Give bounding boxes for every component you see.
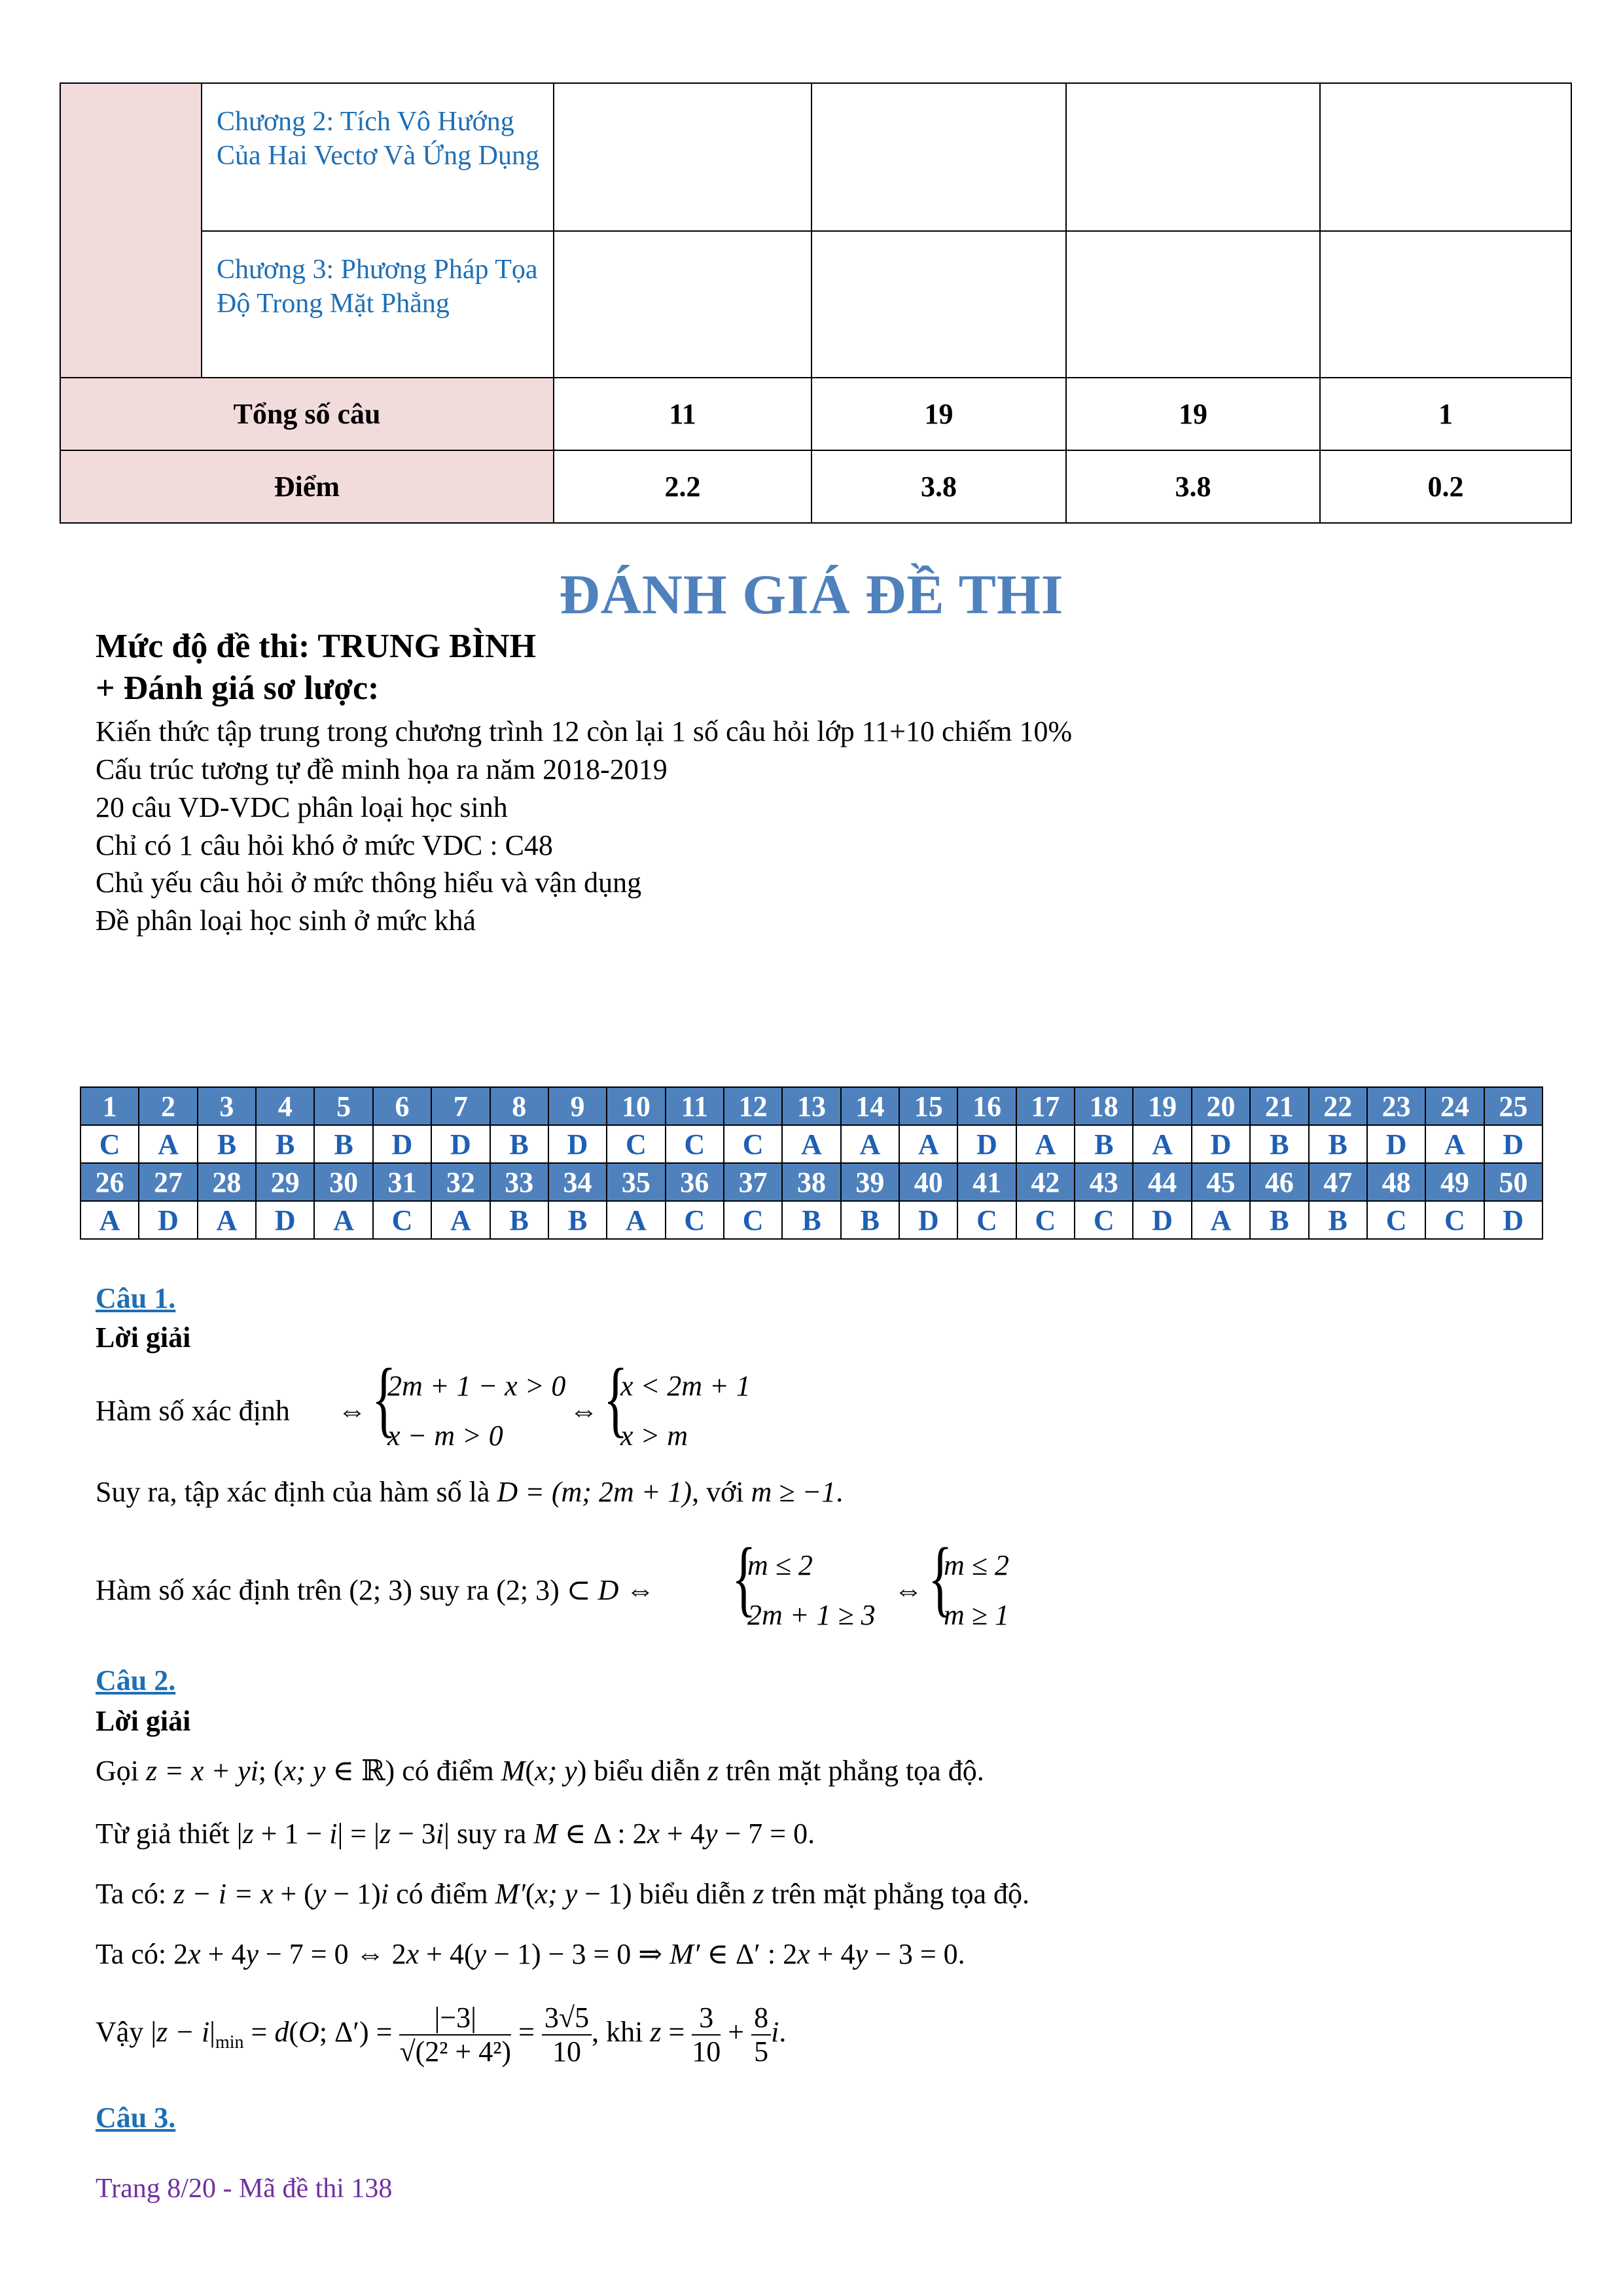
question-number-cell: 38 <box>782 1163 840 1201</box>
answer-letter-cell: B <box>198 1125 256 1163</box>
total-questions-label: Tổng số câu <box>60 378 554 450</box>
score-value: 3.8 <box>812 450 1066 523</box>
q2-text: Từ giả thiết <box>96 1818 230 1850</box>
answer-letter-cell: B <box>1309 1201 1367 1239</box>
question-number-cell: 23 <box>1367 1087 1425 1125</box>
answer-letter-cell: B <box>490 1125 548 1163</box>
q2-line-4: Ta có: 2x + 4y − 7 = 0 ⇔ 2x + 4(y − 1) − 3 = 0 ⇒ M′ ∈ Δ′ : 2x + 4y − 3 = 0. <box>96 1938 965 1970</box>
question-number-cell: 26 <box>80 1163 139 1201</box>
answer-letter-cell: C <box>1016 1201 1075 1239</box>
question-number-cell: 47 <box>1309 1163 1367 1201</box>
answer-key-table <box>80 1086 1543 1240</box>
answer-letter-cell: A <box>431 1201 490 1239</box>
q1-ineq: m ≤ 2 <box>747 1549 813 1581</box>
answer-letter-cell: C <box>1425 1201 1484 1239</box>
matrix-cell <box>1320 83 1571 231</box>
question-number-cell: 18 <box>1075 1087 1133 1125</box>
answer-letter-cell: A <box>607 1201 665 1239</box>
answer-letter-cell: A <box>1133 1125 1191 1163</box>
q2-line-3: Ta có: z − i = x + (y − 1)i có điểm M′(x; y − 1) biểu diễn z trên mặt phẳng tọa độ. <box>96 1878 1030 1910</box>
difficulty-level: Mức độ đề thi: TRUNG BÌNH <box>96 628 537 665</box>
answer-letter-cell: B <box>1075 1125 1133 1163</box>
answer-letter-cell: A <box>198 1201 256 1239</box>
question-number-cell: 8 <box>490 1087 548 1125</box>
answer-letter-cell: C <box>607 1125 665 1163</box>
question-number-cell: 44 <box>1133 1163 1191 1201</box>
question-number-cell: 33 <box>490 1163 548 1201</box>
question-number-cell: 43 <box>1075 1163 1133 1201</box>
q2-text: Gọi <box>96 1755 139 1787</box>
question-number-cell: 42 <box>1016 1163 1075 1201</box>
summary-line: Cấu trúc tương tự đề minh họa ra năm 2018-2019 <box>96 753 668 785</box>
answer-letter-cell: C <box>724 1125 782 1163</box>
matrix-cell <box>1066 231 1320 378</box>
answer-letter-cell: C <box>80 1125 139 1163</box>
answer-letter-cell: C <box>1075 1201 1133 1239</box>
matrix-cell <box>812 231 1066 378</box>
q1-line-2: Suy ra, tập xác định của hàm số là D = (m; 2m + 1), với m ≥ −1. <box>96 1476 844 1508</box>
q1-line-1 <box>96 1394 290 1427</box>
answer-letter-cell: D <box>256 1201 314 1239</box>
q2-text: biểu diễn <box>594 1755 700 1787</box>
answer-letter-cell: A <box>1425 1125 1484 1163</box>
matrix-cell <box>554 83 812 231</box>
q2-text: trên mặt phẳng tọa độ. <box>726 1755 984 1787</box>
q1-ineq: m ≤ 2 <box>944 1549 1009 1581</box>
answer-letter-cell: D <box>139 1201 197 1239</box>
question-2-heading: Câu 2. <box>96 1664 176 1696</box>
answer-number-row <box>80 1087 1543 1125</box>
chapter-3-label: Chương 3: Phương Pháp Tọa Độ Trong Mặt Phẳng <box>202 231 554 378</box>
system-brace: { <box>732 1531 757 1625</box>
answer-letter-cell: A <box>899 1125 957 1163</box>
q2-line-2: Từ giả thiết |z + 1 − i| = |z − 3i| suy ra M ∈ Δ : 2x + 4y − 7 = 0. <box>96 1818 815 1850</box>
total-value: 11 <box>554 378 812 450</box>
question-number-cell: 24 <box>1425 1087 1484 1125</box>
chapter-2-label: Chương 2: Tích Vô Hướng Của Hai Vectơ Và Ứng Dụng <box>202 83 554 231</box>
answer-letter-cell: B <box>548 1201 607 1239</box>
answer-letter-cell: D <box>1192 1125 1250 1163</box>
answer-letter-cell: A <box>80 1201 139 1239</box>
q1-ineq: 2m + 1 − x > 0 <box>387 1370 566 1402</box>
question-number-cell: 19 <box>1133 1087 1191 1125</box>
answer-letter-cell: C <box>666 1201 724 1239</box>
topic-cell <box>60 83 202 378</box>
question-number-cell: 13 <box>782 1087 840 1125</box>
matrix-cell <box>1320 231 1571 378</box>
question-number-cell: 6 <box>373 1087 431 1125</box>
question-number-cell: 9 <box>548 1087 607 1125</box>
matrix-cell <box>554 231 812 378</box>
answer-letter-cell: B <box>256 1125 314 1163</box>
q1-ineq: m ≥ 1 <box>944 1599 1009 1631</box>
question-number-cell: 10 <box>607 1087 665 1125</box>
total-value: 19 <box>1066 378 1320 450</box>
answer-letter-cell: B <box>841 1201 899 1239</box>
question-number-cell: 16 <box>957 1087 1016 1125</box>
solution-label: Lời giải <box>96 1705 191 1737</box>
q1-ineq: x − m > 0 <box>387 1420 503 1452</box>
answer-letter-cell: A <box>314 1201 372 1239</box>
answer-letter-row <box>80 1201 1543 1239</box>
answer-letter-cell: B <box>1250 1201 1308 1239</box>
question-number-cell: 22 <box>1309 1087 1367 1125</box>
q2-text: khi <box>606 2016 643 2049</box>
question-number-cell: 36 <box>666 1163 724 1201</box>
q2-text: Vậy <box>96 2016 144 2049</box>
question-number-cell: 40 <box>899 1163 957 1201</box>
question-number-cell: 1 <box>80 1087 139 1125</box>
answer-letter-cell: D <box>1133 1201 1191 1239</box>
answer-letter-cell: B <box>1309 1125 1367 1163</box>
summary-line: Đề phân loại học sinh ở mức khá <box>96 905 476 937</box>
matrix-cell <box>1066 83 1320 231</box>
question-number-cell: 5 <box>314 1087 372 1125</box>
question-number-cell: 7 <box>431 1087 490 1125</box>
answer-letter-cell: B <box>782 1201 840 1239</box>
answer-letter-cell: A <box>1192 1201 1250 1239</box>
q1-equiv: ⇔ <box>894 1574 923 1606</box>
page-footer: Trang 8/20 - Mã đề thi 138 <box>96 2174 393 2204</box>
answer-letter-cell: C <box>666 1125 724 1163</box>
q1-line-3: Hàm số xác định trên (2; 3) suy ra (2; 3) ⊂ D ⇔ <box>96 1574 655 1606</box>
question-number-cell: 50 <box>1484 1163 1543 1201</box>
summary-line: Chỉ có 1 câu hỏi khó ở mức VDC : C48 <box>96 829 553 861</box>
question-number-cell: 12 <box>724 1087 782 1125</box>
question-number-cell: 31 <box>373 1163 431 1201</box>
question-number-cell: 48 <box>1367 1163 1425 1201</box>
question-number-cell: 2 <box>139 1087 197 1125</box>
question-number-cell: 3 <box>198 1087 256 1125</box>
answer-letter-cell: B <box>1250 1125 1308 1163</box>
question-number-cell: 17 <box>1016 1087 1075 1125</box>
summary-line: 20 câu VD-VDC phân loại học sinh <box>96 791 508 823</box>
question-number-cell: 35 <box>607 1163 665 1201</box>
answer-letter-cell: A <box>139 1125 197 1163</box>
answer-letter-cell: B <box>314 1125 372 1163</box>
answer-letter-row <box>80 1125 1543 1163</box>
question-number-cell: 37 <box>724 1163 782 1201</box>
question-number-cell: 46 <box>1250 1163 1308 1201</box>
system-brace: { <box>928 1531 953 1625</box>
difficulty-matrix-table <box>60 82 1572 524</box>
summary-line: Kiến thức tập trung trong chương trình 12 còn lại 1 số câu hỏi lớp 11+10 chiếm 10% <box>96 715 1073 747</box>
q1-equiv: ⇔ <box>338 1395 366 1427</box>
question-number-cell: 49 <box>1425 1163 1484 1201</box>
q1-equiv: ⇔ <box>569 1395 598 1427</box>
q2-text: suy ra <box>456 1818 527 1850</box>
total-value: 19 <box>812 378 1066 450</box>
answer-letter-cell: C <box>1367 1201 1425 1239</box>
answer-letter-cell: A <box>1016 1125 1075 1163</box>
score-value: 2.2 <box>554 450 812 523</box>
q2-text: trên mặt phẳng tọa độ. <box>771 1878 1030 1910</box>
question-number-cell: 21 <box>1250 1087 1308 1125</box>
question-3-heading: Câu 3. <box>96 2102 176 2134</box>
q1-ineq: x > m <box>620 1420 688 1452</box>
question-number-cell: 39 <box>841 1163 899 1201</box>
score-value: 3.8 <box>1066 450 1320 523</box>
answer-letter-cell: D <box>1484 1201 1543 1239</box>
answer-number-row <box>80 1163 1543 1201</box>
answer-letter-cell: D <box>548 1125 607 1163</box>
q1-text: suy ra <box>419 1574 490 1606</box>
answer-letter-cell: D <box>1484 1125 1543 1163</box>
question-number-cell: 32 <box>431 1163 490 1201</box>
answer-letter-cell: B <box>490 1201 548 1239</box>
answer-letter-cell: A <box>782 1125 840 1163</box>
question-number-cell: 11 <box>666 1087 724 1125</box>
answer-letter-cell: D <box>899 1201 957 1239</box>
question-number-cell: 34 <box>548 1163 607 1201</box>
q2-text: có điểm <box>402 1755 494 1787</box>
answer-letter-cell: C <box>724 1201 782 1239</box>
q2-text: Ta có: <box>96 1878 167 1910</box>
q1-text: , với <box>692 1476 744 1508</box>
answer-letter-cell: D <box>373 1125 431 1163</box>
answer-letter-cell: D <box>1367 1125 1425 1163</box>
evaluation-title: ĐÁNH GIÁ ĐỀ THI <box>559 563 1064 626</box>
solution-label: Lời giải <box>96 1321 191 1354</box>
question-number-cell: 15 <box>899 1087 957 1125</box>
q2-text: Ta có: <box>96 1938 167 1970</box>
question-number-cell: 29 <box>256 1163 314 1201</box>
q1-text: Suy ra, tập xác định của hàm số là <box>96 1476 490 1508</box>
answer-letter-cell: D <box>957 1125 1016 1163</box>
score-value: 0.2 <box>1320 450 1571 523</box>
question-number-cell: 45 <box>1192 1163 1250 1201</box>
answer-letter-cell: C <box>373 1201 431 1239</box>
question-number-cell: 4 <box>256 1087 314 1125</box>
question-number-cell: 27 <box>139 1163 197 1201</box>
summary-heading: + Đánh giá sơ lược: <box>96 670 380 707</box>
question-number-cell: 41 <box>957 1163 1016 1201</box>
answer-letter-cell: A <box>841 1125 899 1163</box>
total-value: 1 <box>1320 378 1571 450</box>
q1-ineq: x < 2m + 1 <box>620 1370 751 1402</box>
q2-text: có điểm <box>396 1878 488 1910</box>
question-number-cell: 30 <box>314 1163 372 1201</box>
q1-text: Hàm số xác định trên <box>96 1574 342 1606</box>
matrix-cell <box>812 83 1066 231</box>
answer-letter-cell: C <box>957 1201 1016 1239</box>
question-number-cell: 14 <box>841 1087 899 1125</box>
system-brace: { <box>603 1352 628 1446</box>
question-number-cell: 25 <box>1484 1087 1543 1125</box>
q2-text: biểu diễn <box>639 1878 746 1910</box>
question-1-heading: Câu 1. <box>96 1282 176 1314</box>
score-label: Điểm <box>60 450 554 523</box>
system-brace: { <box>372 1352 397 1446</box>
q2-line-5: Vậy $|z - i|_{min} = d(O$; Δ′) = $\frac{|-3|}{\text{√(2² + 4²)}}$ = $\frac{3√5}{10}$ , khi z = $\frac{3}{10}$ + $\frac{8}{5}$ i. <box>96 2001 787 2068</box>
q1-text: Hàm số xác định <box>96 1395 290 1427</box>
question-number-cell: 28 <box>198 1163 256 1201</box>
summary-line: Chủ yếu câu hỏi ở mức thông hiểu và vận dụng <box>96 867 642 899</box>
question-number-cell: 20 <box>1192 1087 1250 1125</box>
q1-ineq: 2m + 1 ≥ 3 <box>747 1599 876 1631</box>
q2-line-1: Gọi z = x + yi; (x; y ∈ ℝ) có điểm M(x; y) biểu diễn z trên mặt phẳng tọa độ. <box>96 1755 984 1787</box>
answer-letter-cell: D <box>431 1125 490 1163</box>
